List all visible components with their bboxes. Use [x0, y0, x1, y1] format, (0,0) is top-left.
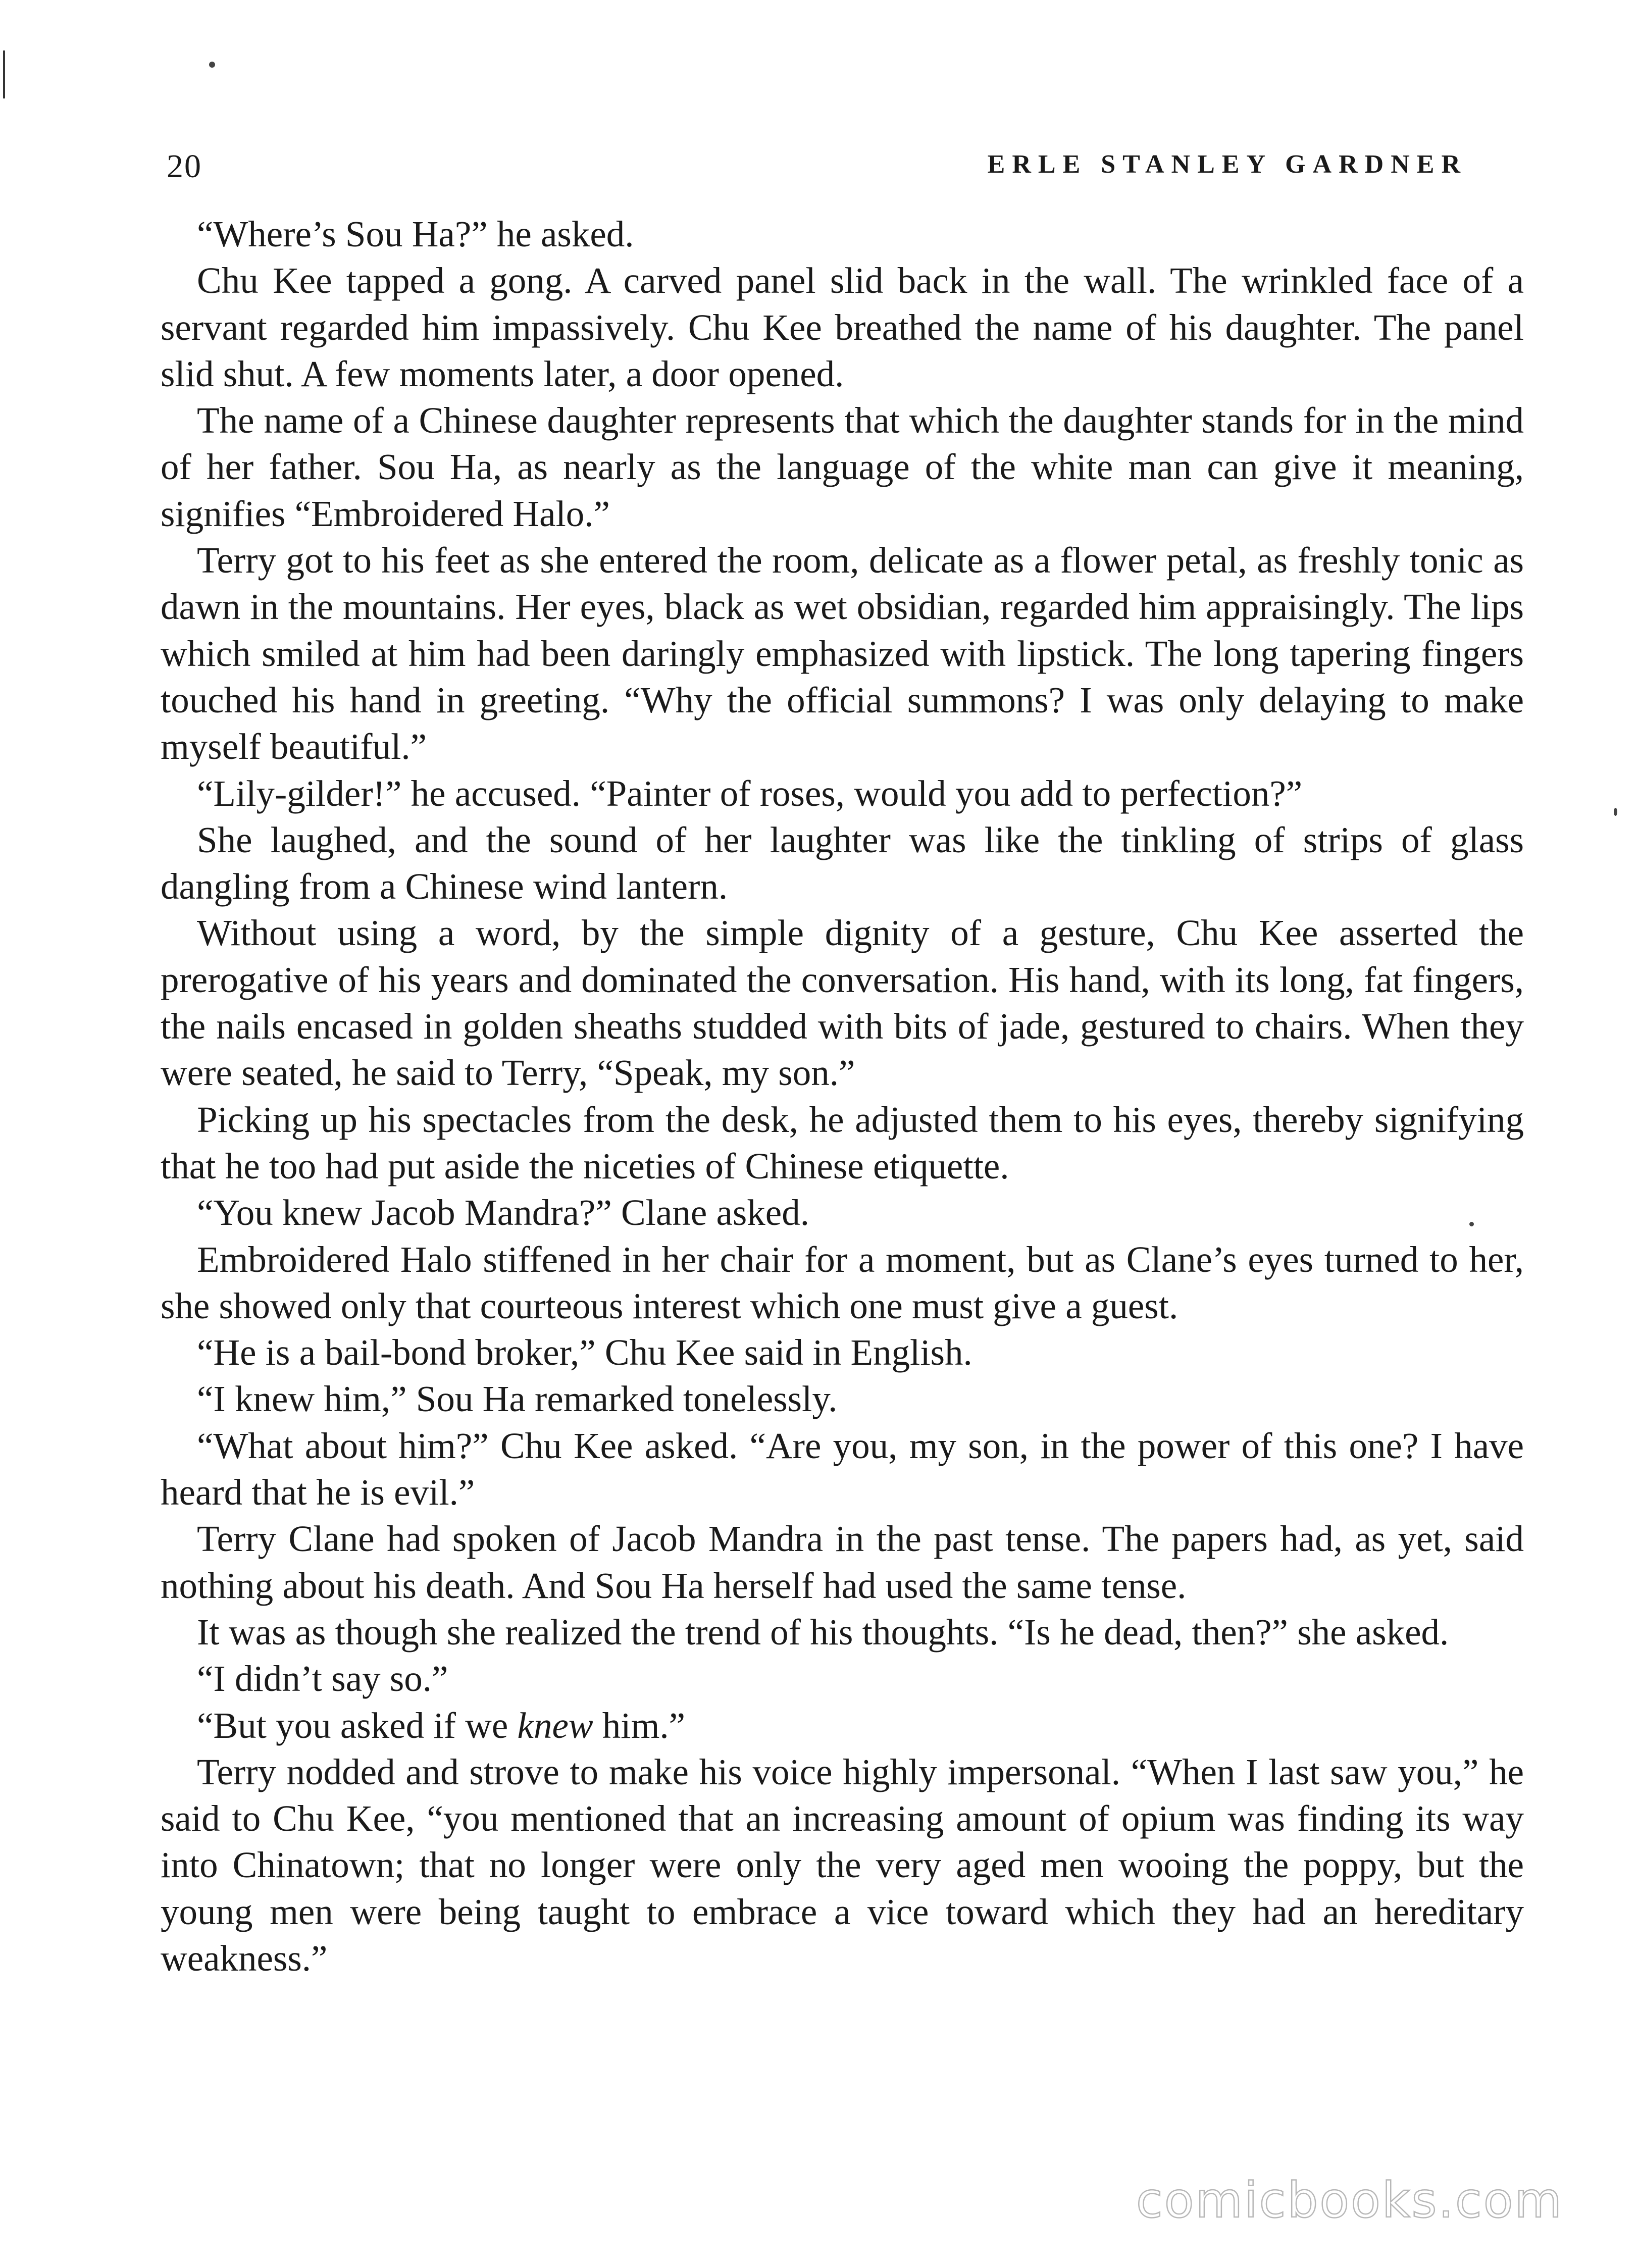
- paragraph: Without using a word, by the simple dignity of a gesture, Chu Kee asserted the prerogative of his years and dominated the conversation. His hand, with its long, fat fingers, the nails encased in golden sheaths studded with bits of jade, gestured to chairs. When they were seated, he said to Terry, “Speak, my son.”: [161, 912, 1524, 1094]
- paragraph: “I knew him,” Sou Ha remarked tonelessly.: [197, 1378, 838, 1420]
- margin-mark: [3, 50, 5, 98]
- paragraph: She laughed, and the sound of her laughter was like the tinkling of strips of glass dangling from a Chinese wind lantern.: [161, 819, 1524, 907]
- watermark: comicbooks.com: [1136, 2172, 1563, 2229]
- paragraph: Chu Kee tapped a gong. A carved panel slid back in the wall. The wrinkled face of a servant regarded him impassively. Chu Kee breathed the name of his daughter. The panel slid shut. A few moments later, a door opened.: [161, 260, 1524, 394]
- text-run: “But you asked if we: [197, 1705, 518, 1746]
- running-head: ERLE STANLEY GARDNER: [987, 150, 1467, 179]
- paragraph-with-italic: [161, 1703, 1524, 1749]
- page-number: 20: [167, 148, 202, 185]
- paragraph: “He is a bail-bond broker,” Chu Kee said in English.: [197, 1332, 972, 1373]
- ink-speck: [209, 62, 215, 68]
- paragraph: “You knew Jacob Mandra?” Clane asked.: [197, 1192, 809, 1233]
- text-run: him.”: [593, 1705, 686, 1746]
- paragraph: Terry Clane had spoken of Jacob Mandra in the past tense. The papers had, as yet, said nothing about his death. And Sou Ha herself had used the same tense.: [161, 1518, 1524, 1606]
- ink-speck: [1614, 808, 1617, 816]
- paragraph: “Where’s Sou Ha?” he asked.: [197, 214, 634, 254]
- italic-word: knew: [517, 1705, 593, 1746]
- paragraph: “Lily-gilder!” he accused. “Painter of roses, would you add to perfection?”: [197, 772, 1303, 814]
- paragraph: “I didn’t say so.”: [197, 1658, 448, 1699]
- paragraph: Embroidered Halo stiffened in her chair for a moment, but as Clane’s eyes turned to her, she showed only that courteous interest which one must give a guest.: [161, 1239, 1524, 1326]
- paragraph: “What about him?” Chu Kee asked. “Are you, my son, in the power of this one? I have heard that he is evil.”: [161, 1425, 1524, 1513]
- paragraph: The name of a Chinese daughter represents that which the daughter stands for in the mind of her father. Sou Ha, as nearly as the language of the white man can give it meaning, signifies “Embroidered Halo.”: [161, 400, 1524, 534]
- body-text: [161, 211, 1524, 1982]
- paragraph: Terry nodded and strove to make his voice highly impersonal. “When I last saw you,” he said to Chu Kee, “you mentioned that an increasing amount of opium was finding its way into Chinatown; that no longer were only the very aged men wooing the poppy, but the young men were being taught to embrace a vice toward which they had an hereditary weakness.”: [161, 1751, 1524, 1979]
- paragraph: Picking up his spectacles from the desk, he adjusted them to his eyes, thereby signifying that he too had put aside the niceties of Chinese etiquette.: [161, 1099, 1524, 1187]
- paragraph: Terry got to his feet as she entered the room, delicate as a flower petal, as freshly tonic as dawn in the mountains. Her eyes, black as wet obsidian, regarded him appraisingly. The lips which smiled at him had been daringly emphasized with lipstick. The long tapering fingers touched his hand in greeting. “Why the official summons? I was only delaying to make myself beautiful.”: [161, 540, 1524, 767]
- paragraph: It was as though she realized the trend of his thoughts. “Is he dead, then?” she asked.: [197, 1611, 1449, 1653]
